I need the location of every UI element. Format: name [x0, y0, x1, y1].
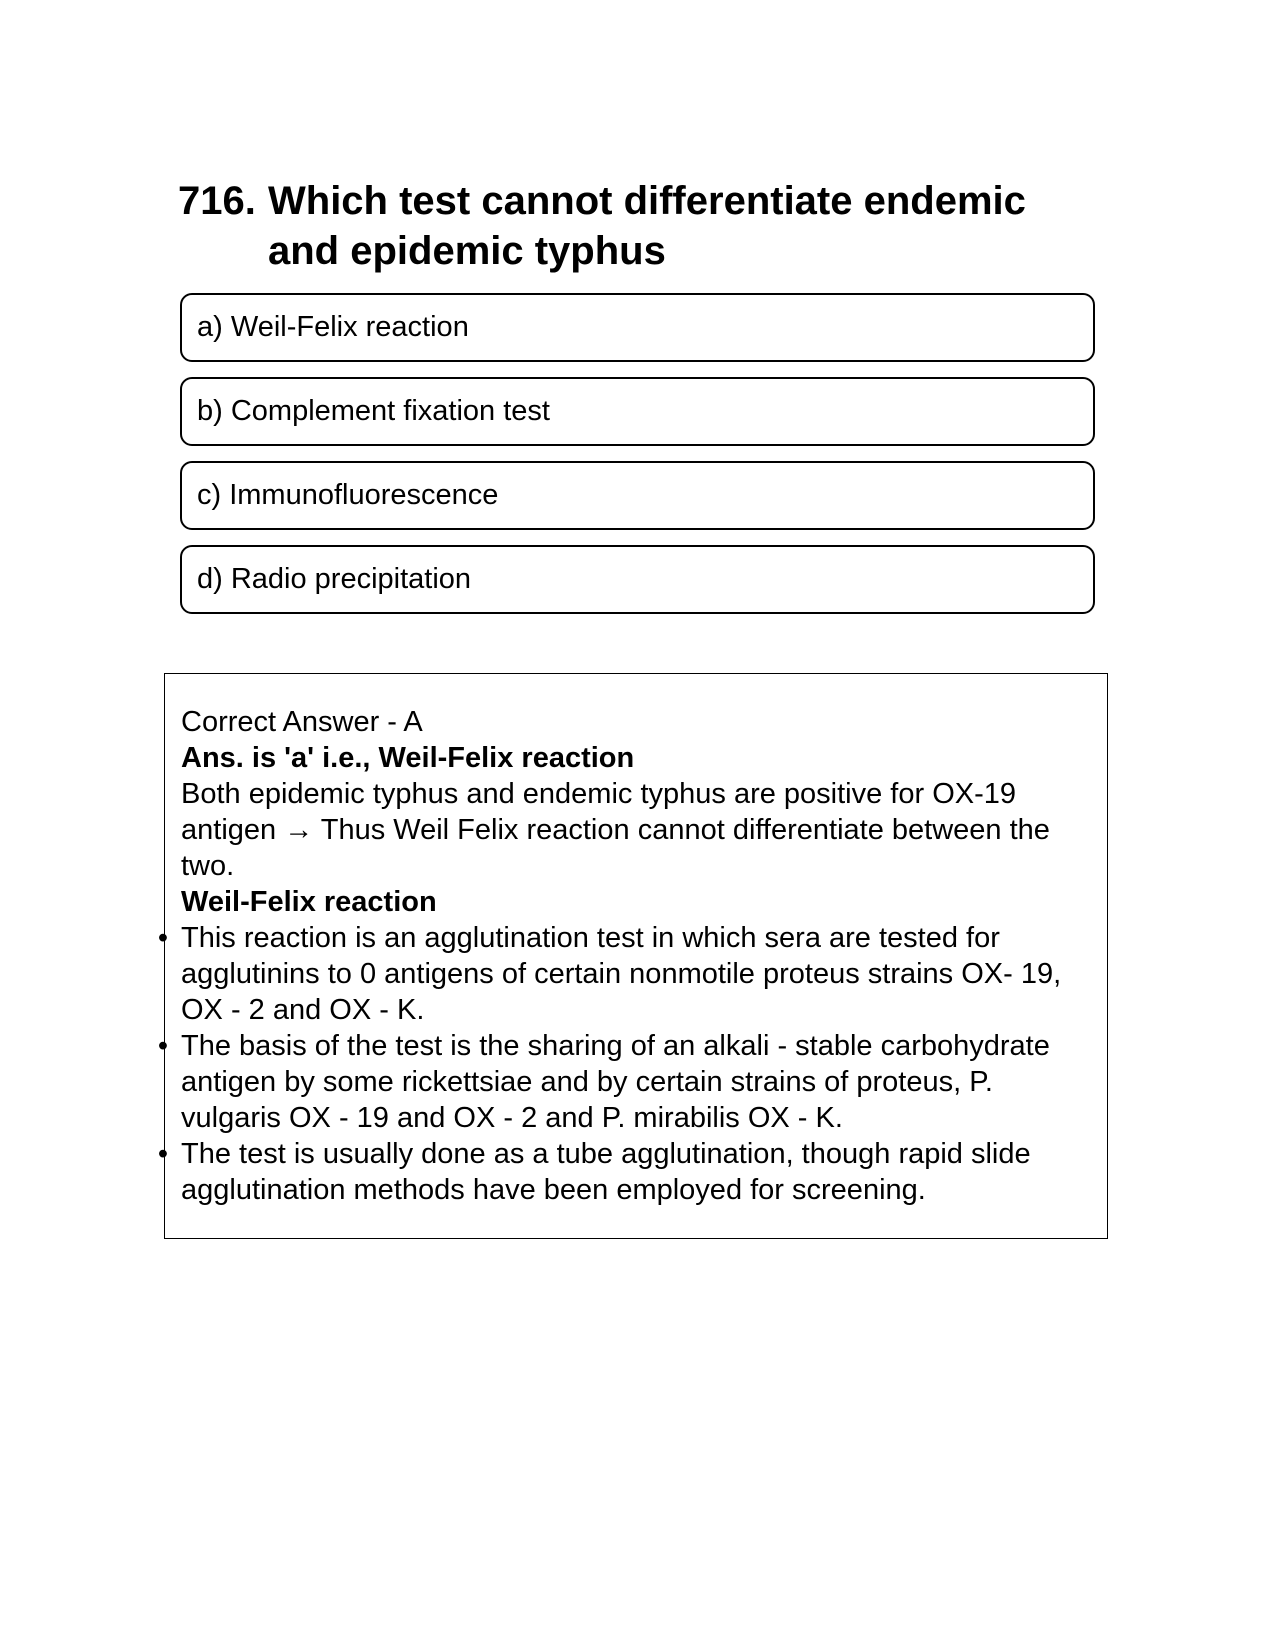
bullet-icon: •	[157, 922, 169, 954]
list-item	[157, 920, 1092, 1028]
option-c[interactable]: c) Immunofluorescence	[180, 461, 1095, 530]
list-item-text: The basis of the test is the sharing of an alkali - stable carbohydrate antigen by some rickettsiae and by certain strains of proteus, P. vulgaris OX - 19 and OX - 2 and P. mirabilis OX - K.	[181, 1030, 1050, 1134]
question-heading	[178, 176, 1078, 276]
bullet-icon: •	[157, 1138, 169, 1170]
question-text: Which test cannot differentiate endemic and epidemic typhus	[268, 179, 1026, 273]
list-item	[157, 1028, 1092, 1136]
option-b[interactable]: b) Complement fixation test	[180, 377, 1095, 446]
options-list	[180, 293, 1095, 629]
option-d[interactable]: d) Radio precipitation	[180, 545, 1095, 614]
correct-answer: Correct Answer - A	[181, 706, 423, 738]
bullet-list	[157, 920, 1092, 1208]
answer-box	[157, 673, 1108, 1239]
list-item-text: This reaction is an agglutination test in which sera are tested for agglutinins to 0 antigens of certain nonmotile proteus strains OX- 19, OX - 2 and OX - K.	[181, 922, 1062, 1026]
list-item	[157, 1136, 1092, 1208]
answer-subheading: Weil-Felix reaction	[181, 886, 437, 918]
bullet-icon: •	[157, 1030, 169, 1062]
answer-explanation: Both epidemic typhus and endemic typhus are positive for OX-19 antigen → Thus Weil Felix reaction cannot differentiate between the two.	[181, 778, 1050, 882]
question-number: 716.	[178, 179, 256, 223]
answer-heading: Ans. is 'a' i.e., Weil-Felix reaction	[181, 742, 635, 774]
option-a[interactable]: a) Weil-Felix reaction	[180, 293, 1095, 362]
list-item-text: The test is usually done as a tube agglutination, though rapid slide agglutination methods have been employed for screening.	[181, 1138, 1031, 1206]
